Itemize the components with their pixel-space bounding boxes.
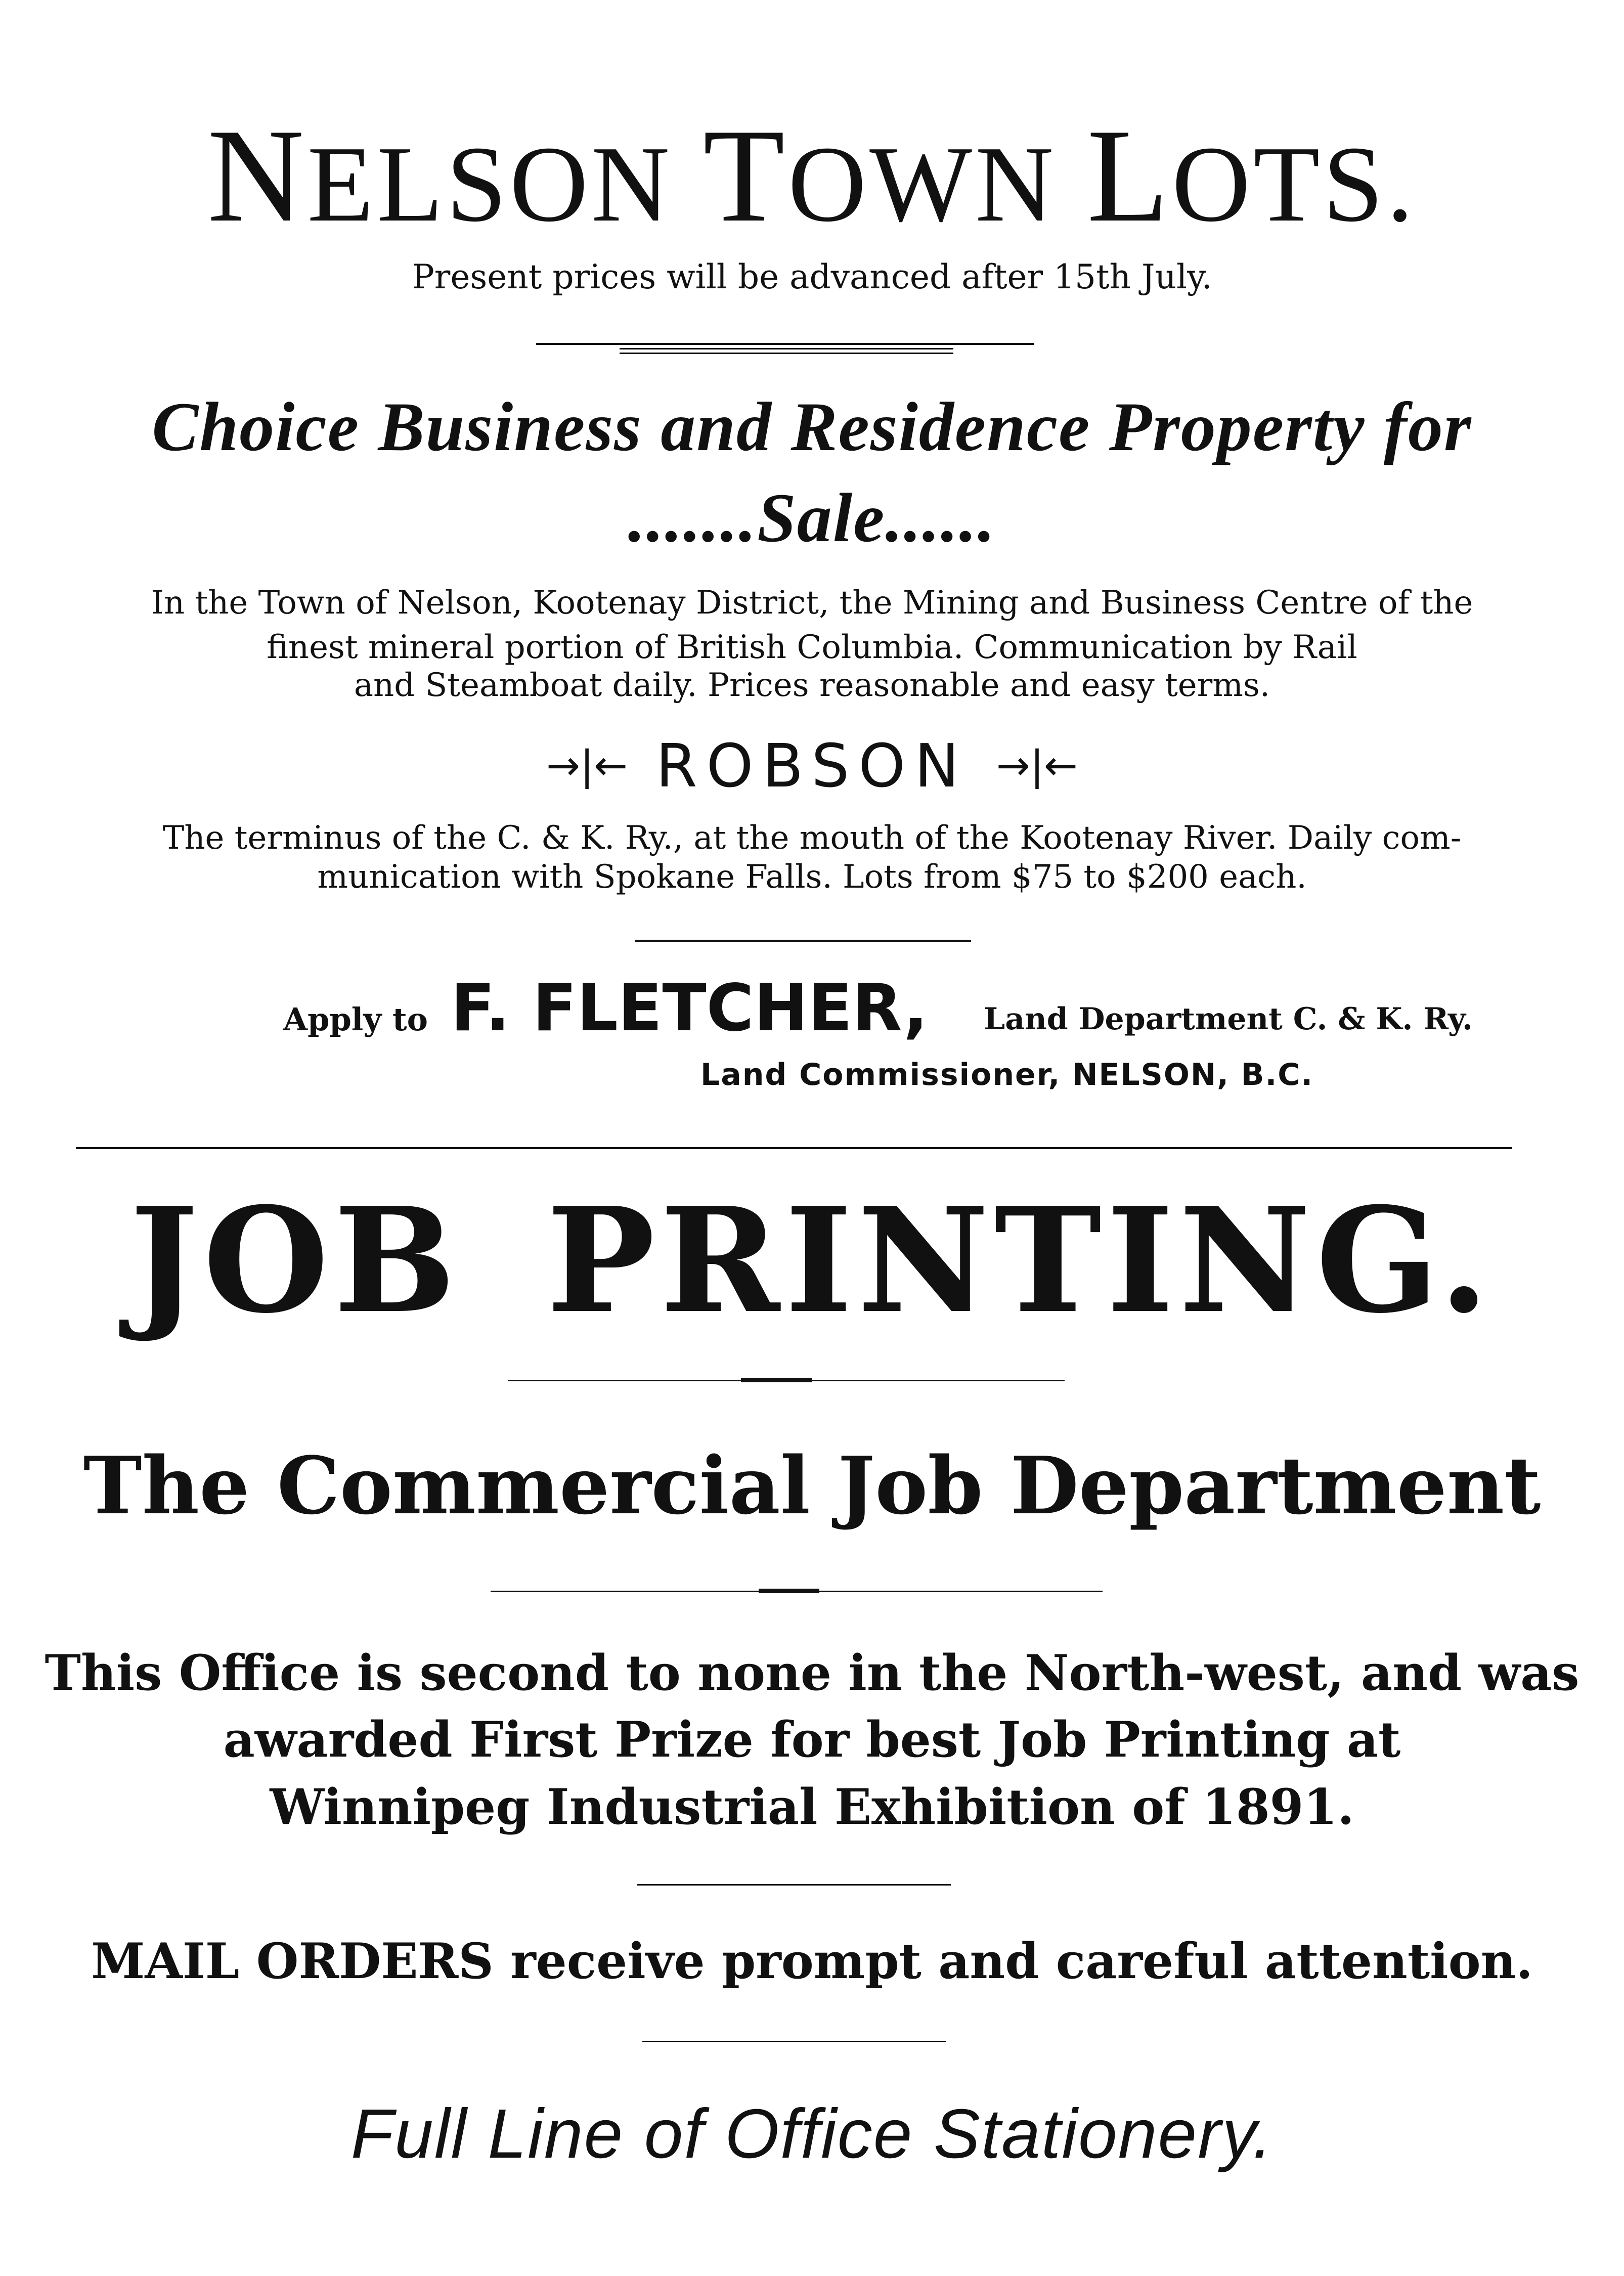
nelson-description-line: In the Town of Nelson, Kootenay District, the Mining and Business Centre of the	[151, 584, 1473, 622]
office-claim-line: Winnipeg Industrial Exhibition of 1891.	[270, 1778, 1354, 1835]
price-notice: Present prices will be advanced after 15th July.	[412, 257, 1212, 296]
ornament-right-icon: →|←	[996, 742, 1078, 789]
robson-title: ROBSON	[655, 731, 969, 801]
ornament-left-icon: →|←	[546, 742, 628, 789]
nelson-description-line: finest mineral portion of British Columbia. Communication by Rail	[267, 629, 1357, 666]
agent-name: F. FLETCHER,	[451, 971, 928, 1046]
divider	[759, 1589, 819, 1593]
land-department: Land Department C. & K. Ry.	[984, 1001, 1473, 1037]
divider	[620, 353, 953, 354]
title-word-1: NELSON	[207, 102, 673, 250]
divider	[635, 940, 971, 942]
office-claim-line: This Office is second to none in the North-west, and was	[45, 1644, 1579, 1701]
stationery-notice: Full Line of Office Stationery.	[350, 2095, 1274, 2173]
title-word-2: TOWN	[703, 102, 1057, 250]
page-title	[0, 102, 1624, 250]
divider	[642, 2041, 946, 2042]
apply-line	[283, 971, 928, 1046]
land-commissioner: Land Commissioner, NELSON, B.C.	[700, 1057, 1314, 1092]
divider	[637, 1884, 951, 1886]
apply-to-label: Apply to	[283, 1001, 428, 1038]
robson-heading	[0, 731, 1624, 801]
job-printing-heading: JOB PRINTING.	[129, 1176, 1495, 1345]
divider	[620, 348, 953, 349]
choice-heading-line-2: .......Sale......	[628, 479, 996, 556]
title-word-3: LOTS.	[1087, 102, 1417, 250]
robson-description-line: The terminus of the C. & K. Ry., at the mouth of the Kootenay River. Daily com-	[162, 819, 1462, 857]
nelson-description-line: and Steamboat daily. Prices reasonable and easy terms.	[354, 667, 1270, 704]
commercial-job-department: The Commercial Job Department	[83, 1439, 1541, 1532]
divider	[741, 1378, 812, 1382]
office-claim-line: awarded First Prize for best Job Printing at	[223, 1711, 1401, 1768]
section-divider	[76, 1147, 1512, 1149]
robson-description-line: munication with Spokane Falls. Lots from $75 to $200 each.	[317, 858, 1307, 896]
choice-heading-line-1: Choice Business and Residence Property for	[152, 388, 1472, 465]
mail-orders-notice: MAIL ORDERS receive prompt and careful attention.	[91, 1933, 1533, 1990]
divider	[536, 343, 1034, 345]
